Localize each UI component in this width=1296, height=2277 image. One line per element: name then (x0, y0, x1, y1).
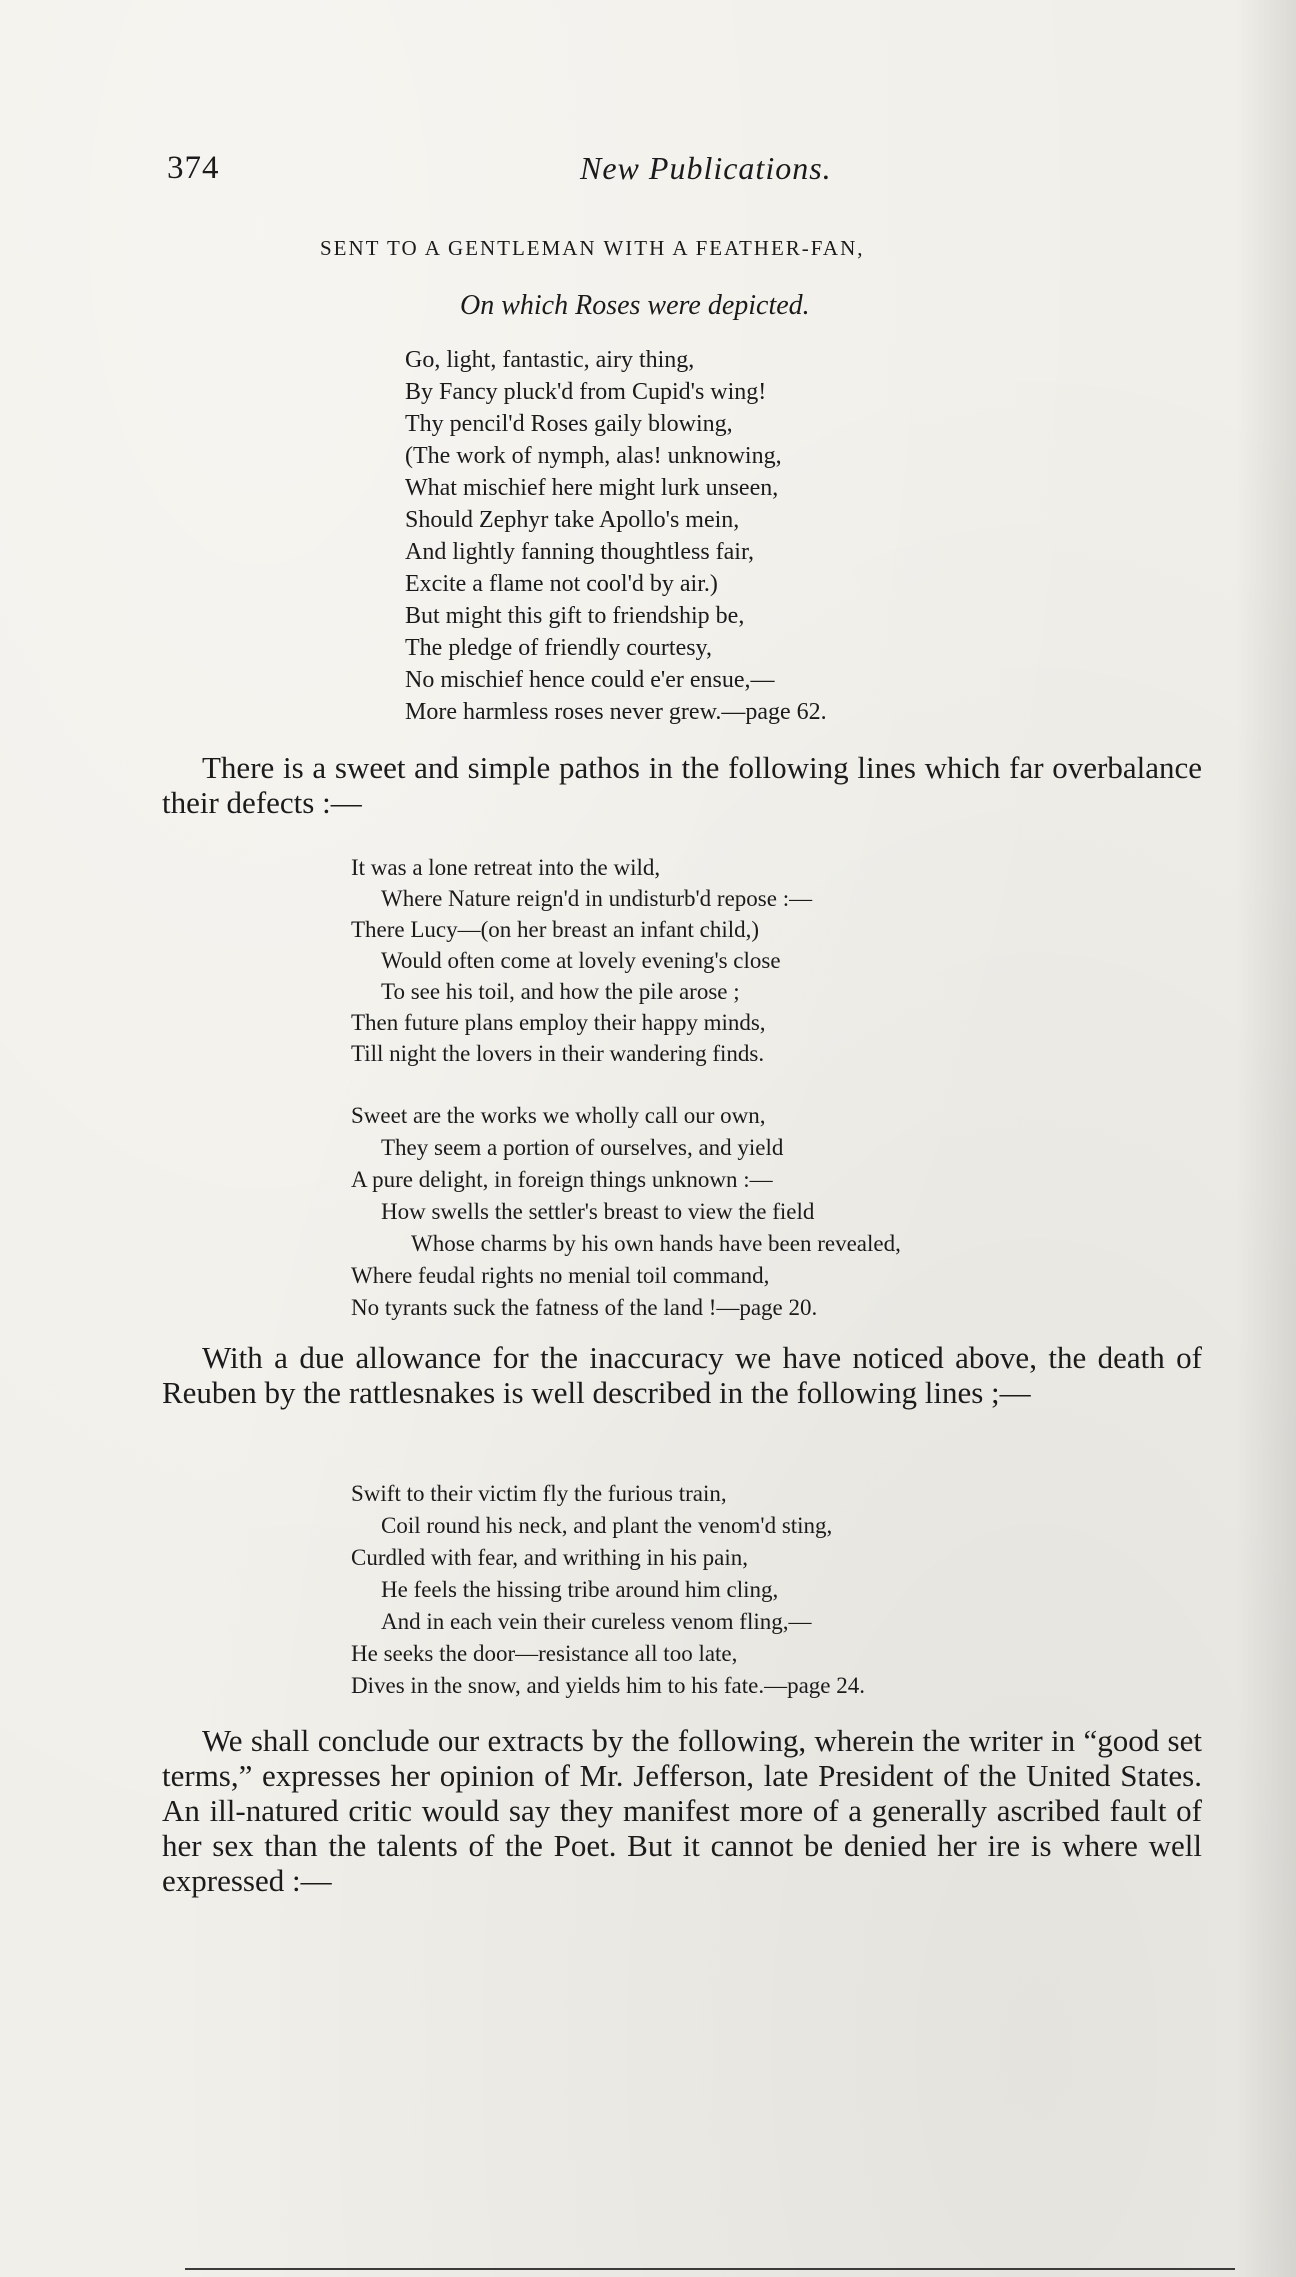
paragraph-text: With a due allowance for the inaccuracy we have noticed above, the death of Reuben by the rattlesnakes is well described in the following lines ;— (162, 1340, 1202, 1410)
paragraph-text: There is a sweet and simple pathos in the following lines which far overbalance their defects :— (162, 750, 1202, 820)
verse-line: He feels the hissing tribe around him cling, (381, 1577, 779, 1602)
verse-line: (The work of nymph, alas! unknowing, (405, 443, 782, 469)
verse-line: To see his toil, and how the pile arose ; (381, 979, 740, 1004)
poem-subtitle: On which Roses were depicted. (460, 290, 810, 321)
verse-line: By Fancy pluck'd from Cupid's wing! (405, 379, 767, 405)
prose-paragraph-reuben (162, 1340, 1202, 1410)
verse-line: Dives in the snow, and yields him to his fate.—page 24. (351, 1673, 866, 1698)
verse-line: Where Nature reign'd in undisturb'd repose :— (381, 886, 813, 911)
poem-title: SENT TO A GENTLEMAN WITH A FEATHER-FAN, (320, 236, 865, 260)
bottom-rule (185, 2268, 1235, 2270)
running-head: New Publications. (580, 150, 832, 186)
paragraph-text: We shall conclude our extracts by the following, wherein the writer in “good set terms,” expresses her opinion of Mr. Jefferson, late President of the United States. An ill-natured critic would say they manifest more of a generally ascribed fault of her sex than the talents of the Poet. But it cannot be denied her ire is where well expressed :— (162, 1723, 1202, 1898)
prose-paragraph-pathos (162, 750, 1202, 820)
verse-line: Curdled with fear, and writhing in his pain, (351, 1545, 749, 1570)
verse-line: Excite a flame not cool'd by air.) (405, 571, 718, 597)
verse-line: And lightly fanning thoughtless fair, (405, 539, 754, 565)
verse-line: There Lucy—(on her breast an infant child,) (351, 917, 760, 942)
verse-line: Sweet are the works we wholly call our own, (351, 1103, 766, 1128)
verse-line: But might this gift to friendship be, (405, 603, 745, 629)
verse-line: The pledge of friendly courtesy, (405, 635, 712, 661)
verse-line: No mischief hence could e'er ensue,— (405, 667, 775, 693)
verse-line: Whose charms by his own hands have been revealed, (411, 1231, 901, 1256)
verse-line: Thy pencil'd Roses gaily blowing, (405, 411, 733, 437)
verse-line: Should Zephyr take Apollo's mein, (405, 507, 740, 533)
verse-line: Coil round his neck, and plant the venom'd sting, (381, 1513, 833, 1538)
verse-line: No tyrants suck the fatness of the land !—page 20. (351, 1295, 818, 1320)
verse-line: Where feudal rights no menial toil command, (351, 1263, 770, 1288)
poem-lucy-stanza-2 (351, 1100, 901, 1324)
verse-line: Would often come at lovely evening's close (381, 948, 781, 973)
page-edge-shadow (1236, 0, 1296, 2277)
poem-lucy-stanza-1 (351, 852, 812, 1069)
poem-rattlesnakes (351, 1478, 865, 1702)
prose-paragraph-jefferson (162, 1723, 1202, 1898)
verse-line: Then future plans employ their happy minds, (351, 1010, 766, 1035)
verse-line: Swift to their victim fly the furious train, (351, 1481, 727, 1506)
verse-line: Go, light, fantastic, airy thing, (405, 347, 695, 373)
page-number: 374 (167, 150, 220, 186)
verse-line: And in each vein their cureless venom fling,— (381, 1609, 812, 1634)
verse-line: What mischief here might lurk unseen, (405, 475, 779, 501)
verse-line: They seem a portion of ourselves, and yield (381, 1135, 784, 1160)
verse-line: How swells the settler's breast to view the field (381, 1199, 815, 1224)
verse-line: Till night the lovers in their wandering finds. (351, 1041, 765, 1066)
verse-line: It was a lone retreat into the wild, (351, 855, 661, 880)
verse-line: He seeks the door—resistance all too late, (351, 1641, 738, 1666)
verse-line: More harmless roses never grew.—page 62. (405, 699, 827, 725)
verse-line: A pure delight, in foreign things unknown :— (351, 1167, 773, 1192)
poem-fan-verse (405, 344, 827, 728)
